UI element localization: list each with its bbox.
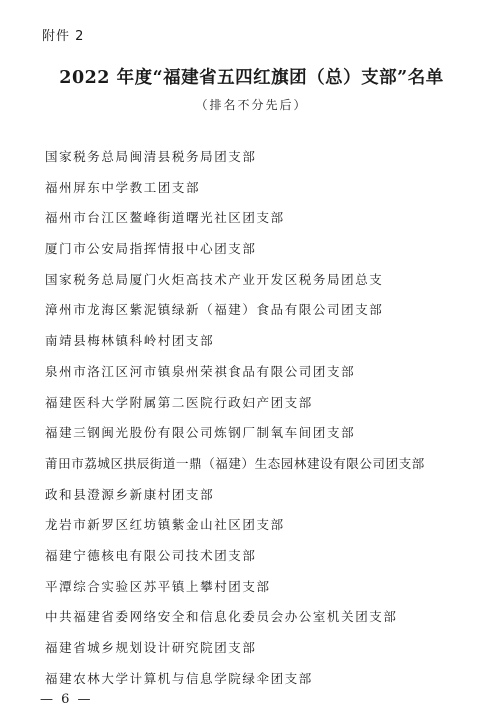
list-item: 泉州市洛江区河市镇泉州荣祺食品有限公司团支部 — [45, 363, 356, 379]
list-item: 南靖县梅林镇科岭村团支部 — [45, 333, 215, 349]
list-item: 中共福建省委网络安全和信息化委员会办公室机关团支部 — [45, 609, 398, 625]
list-item: 国家税务总局厦门火炬高技术产业开发区税务局团总支 — [45, 271, 384, 287]
organization-list — [45, 148, 425, 700]
document-subtitle: （排名不分先后） — [195, 98, 308, 112]
list-item: 莆田市荔城区拱辰街道一鼎（福建）生态园林建设有限公司团支部 — [45, 455, 425, 471]
list-item: 政和县澄源乡新康村团支部 — [45, 486, 215, 502]
list-item: 福建省城乡规划设计研究院团支部 — [45, 640, 257, 655]
list-item: 福州市台江区鳌峰街道曙光社区团支部 — [45, 210, 285, 226]
list-item: 福建农林大学计算机与信息学院绿伞团支部 — [45, 670, 313, 686]
list-item: 厦门市公安局指挥情报中心团支部 — [45, 241, 257, 257]
list-item: 国家税务总局闽清县税务局团支部 — [45, 149, 257, 164]
document-title: 2022 年度“福建省五四红旗团（总）支部”名单 — [59, 68, 444, 88]
list-item: 漳州市龙海区紫泥镇绿新（福建）食品有限公司团支部 — [45, 302, 384, 318]
list-item: 福建三钢闽光股份有限公司炼钢厂制氧车间团支部 — [45, 425, 356, 441]
list-item: 龙岩市新罗区红坊镇紫金山社区团支部 — [45, 517, 285, 533]
list-item: 福建医科大学附属第二医院行政妇产团支部 — [45, 394, 313, 410]
list-item: 平潭综合实验区苏平镇上攀村团支部 — [45, 578, 271, 594]
page-number: — 6 — — [40, 692, 93, 707]
list-item: 福建宁德核电有限公司技术团支部 — [45, 547, 257, 563]
list-item: 福州屏东中学教工团支部 — [45, 179, 201, 195]
attachment-label: 附件 2 — [42, 29, 85, 44]
